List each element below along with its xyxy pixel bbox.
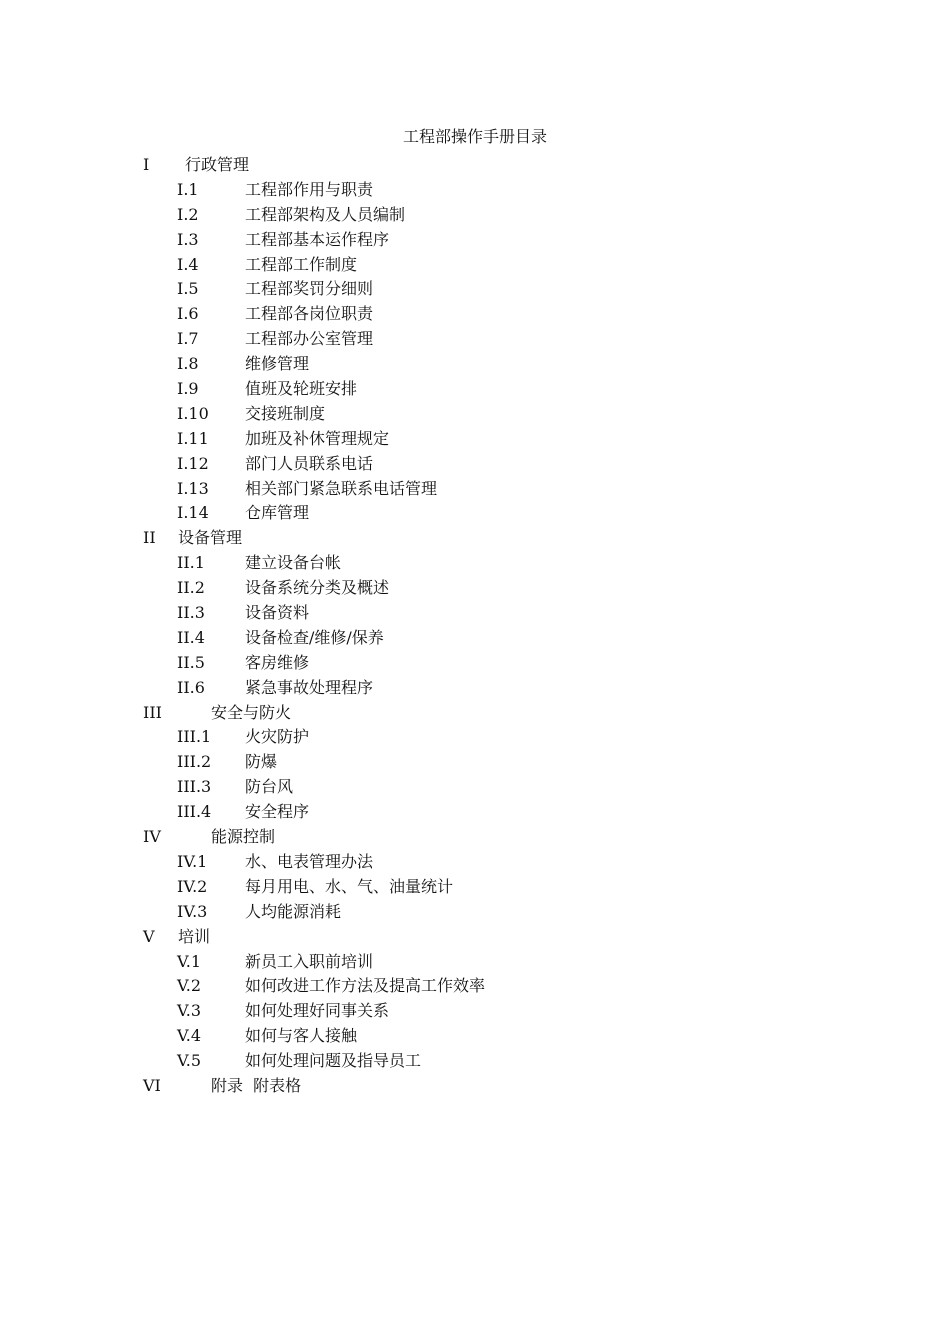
toc-item-number: II.1 [177, 553, 205, 573]
toc-item-row [143, 477, 843, 502]
toc-item-title: 设备系统分类及概述 [245, 578, 390, 598]
toc-item-row [143, 950, 843, 975]
toc-item-number: IV.3 [177, 901, 208, 921]
toc-item-title: 相关部门紧急联系电话管理 [245, 478, 438, 498]
toc-section-number: IV [143, 827, 161, 847]
toc-item-number: I.9 [177, 379, 199, 399]
toc-item-title: 工程部奖罚分细则 [245, 279, 374, 299]
toc-item-row [143, 999, 843, 1024]
toc-item-row [143, 875, 843, 900]
toc-item-number: II.2 [177, 578, 205, 598]
toc-item-row [143, 352, 843, 377]
page-title: 工程部操作手册目录 [402, 127, 547, 146]
toc-item-number: II.6 [177, 677, 205, 697]
toc-item-title: 水、电表管理办法 [245, 851, 374, 871]
toc-section-row [143, 925, 843, 950]
toc-item-number: III.1 [177, 727, 212, 747]
toc-section-number: I [143, 155, 150, 174]
toc-item-number: II.5 [177, 652, 205, 672]
toc-item-title: 如何处理好同事关系 [245, 1001, 390, 1021]
toc-item-title: 交接班制度 [245, 403, 326, 423]
toc-item-number: I.4 [177, 254, 199, 274]
toc-section-number: VI [143, 1075, 161, 1095]
toc-item-title: 工程部工作制度 [245, 254, 358, 274]
toc-item-number: IV.1 [177, 851, 208, 871]
toc-item-title: 客房维修 [245, 652, 310, 672]
toc-section-title: 设备管理 [178, 528, 243, 548]
toc-item-row [143, 1024, 843, 1049]
toc-item-number: V.3 [177, 1001, 202, 1021]
toc-item-title: 人均能源消耗 [245, 901, 342, 921]
toc-section-row [143, 825, 843, 850]
toc-item-title: 每月用电、水、气、油量统计 [245, 876, 454, 896]
toc-section-title: 培训 [178, 926, 211, 946]
toc-item-row [143, 576, 843, 601]
toc-item-row [143, 327, 843, 352]
toc-item-row [143, 676, 843, 701]
toc-section-title: 安全与防火 [211, 702, 292, 722]
toc-item-row [143, 501, 843, 526]
toc-item-title: 如何改进工作方法及提高工作效率 [245, 976, 486, 996]
toc-item-title: 维修管理 [245, 354, 310, 374]
toc-item-row [143, 626, 843, 651]
toc-item-title: 仓库管理 [245, 503, 310, 523]
toc-section-number: II [143, 528, 156, 548]
toc-item-number: I.11 [177, 428, 209, 448]
toc-section-number: V [143, 926, 155, 946]
toc-item-row [143, 402, 843, 427]
toc-item-number: I.13 [177, 478, 209, 498]
toc-item-number: I.6 [177, 304, 199, 324]
toc-item-title: 紧急事故处理程序 [245, 677, 374, 697]
toc-item-title: 火灾防护 [245, 727, 310, 747]
toc-item-number: II.3 [177, 603, 205, 623]
toc-item-number: I.1 [177, 179, 199, 199]
toc-item-title: 防台风 [245, 777, 294, 797]
toc-item-number: III.2 [177, 752, 212, 772]
toc-item-row [143, 427, 843, 452]
toc-section-title: 能源控制 [211, 827, 276, 847]
toc-item-number: I.14 [177, 503, 209, 523]
toc-item-row [143, 601, 843, 626]
toc-item-title: 建立设备台帐 [245, 553, 342, 573]
toc-item-row [143, 551, 843, 576]
toc-item-title: 工程部架构及人员编制 [245, 204, 406, 224]
toc-item-row [143, 900, 843, 925]
toc-item-title: 设备资料 [245, 603, 310, 623]
toc-item-number: III.4 [177, 802, 212, 822]
toc-item-row [143, 228, 843, 253]
toc-item-number: IV.2 [177, 876, 208, 896]
toc-item-number: V.5 [177, 1051, 202, 1071]
toc-section-title: 附录 附表格 [211, 1075, 302, 1095]
toc-item-number: I.12 [177, 453, 209, 473]
toc-section-title: 行政管理 [185, 155, 250, 174]
toc-item-title: 防爆 [245, 752, 278, 772]
toc-item-title: 工程部基本运作程序 [245, 229, 390, 249]
toc-item-title: 值班及轮班安排 [245, 379, 358, 399]
toc-item-row [143, 974, 843, 999]
table-of-contents [143, 153, 843, 1099]
toc-item-number: V.4 [177, 1026, 202, 1046]
toc-item-number: I.5 [177, 279, 199, 299]
toc-item-title: 工程部作用与职责 [245, 179, 374, 199]
toc-item-row [143, 377, 843, 402]
toc-item-number: I.7 [177, 329, 199, 349]
toc-item-title: 工程部各岗位职责 [245, 304, 374, 324]
toc-item-title: 如何处理问题及指导员工 [245, 1051, 422, 1071]
toc-item-row [143, 775, 843, 800]
toc-item-number: III.3 [177, 777, 212, 797]
toc-item-title: 加班及补休管理规定 [245, 428, 390, 448]
toc-item-number: V.2 [177, 976, 202, 996]
toc-item-row [143, 725, 843, 750]
toc-item-title: 安全程序 [245, 802, 310, 822]
toc-section-row [143, 701, 843, 726]
toc-item-number: I.2 [177, 204, 199, 224]
toc-section-row [143, 526, 843, 551]
toc-item-row [143, 178, 843, 203]
toc-item-row [143, 651, 843, 676]
toc-item-row [143, 253, 843, 278]
toc-item-number: V.1 [177, 951, 202, 971]
toc-item-row [143, 302, 843, 327]
toc-item-row [143, 850, 843, 875]
toc-item-row [143, 203, 843, 228]
toc-item-number: I.3 [177, 229, 199, 249]
toc-item-title: 部门人员联系电话 [245, 453, 374, 473]
toc-item-row [143, 452, 843, 477]
toc-section-row [143, 1074, 843, 1099]
toc-section-row [143, 153, 843, 178]
toc-item-title: 新员工入职前培训 [245, 951, 374, 971]
toc-item-row [143, 800, 843, 825]
toc-section-number: III [143, 702, 162, 722]
toc-item-title: 如何与客人接触 [245, 1026, 358, 1046]
toc-item-number: I.8 [177, 354, 199, 374]
toc-item-title: 设备检查/维修/保养 [245, 627, 384, 647]
toc-item-number: I.10 [177, 403, 209, 423]
toc-item-row [143, 1049, 843, 1074]
toc-item-row [143, 277, 843, 302]
toc-item-number: II.4 [177, 627, 205, 647]
toc-item-title: 工程部办公室管理 [245, 329, 374, 349]
toc-item-row [143, 750, 843, 775]
